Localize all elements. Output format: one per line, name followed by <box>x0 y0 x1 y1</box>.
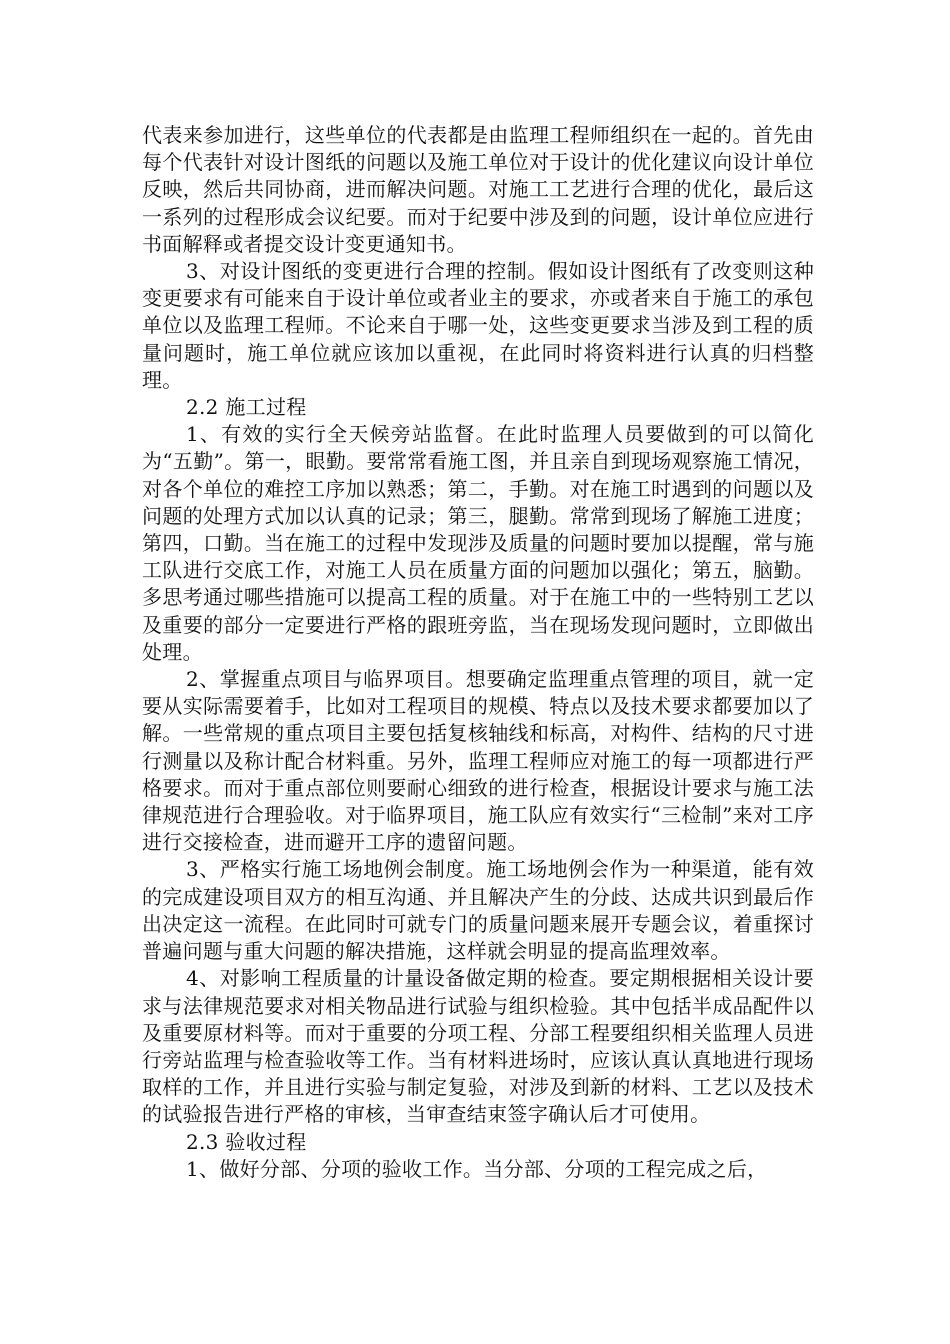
paragraph-full-time-supervision: 1、有效的实行全天候旁站监督。在此时监理人员要做到的可以简化为“五勤”。第一，眼勤。要常常看施工图，并且亲自到现场观察施工情况，对各个单位的难控工序加以熟悉；第二，手勤。对在施工时遇到的问题以及问题的处理方式加以认真的记录；第三，腿勤。常常到现场了解施工进度；第四，口勤。当在施工的过程中发现涉及质量的问题时要加以提醒，常与施工队进行交底工作，对施工人员在质量方面的问题加以强化；第五，脑勤。多思考通过哪些措施可以提高工程的质量。对于在施工中的一些特别工艺以及重要的部分一定要进行严格的跟班旁监，当在现场发现问题时，立即做出处理。 <box>142 422 814 664</box>
section-heading-construction-process: 2.2 施工过程 <box>186 395 307 420</box>
paragraph-key-and-critical-items: 2、掌握重点项目与临界项目。想要确定监理重点管理的项目，就一定要从实际需要着手，比如对工程项目的规模、特点以及技术要求都要加以了解。一些常规的重点项目主要包括复核轴线和标高，对构件、结构的尺寸进行测量以及称计配合材料重。另外，监理工程师应对施工的每一项都进行严格要求。而对于重点部位则要耐心细致的进行检查，根据设计要求与施工法律规范进行合理验收。对于临界项目，施工队应有效实行“三检制”来对工序进行交接检查，进而避开工序的遗留问题。 <box>142 667 814 855</box>
paragraph-site-meeting-system: 3、严格实行施工场地例会制度。施工场地例会作为一种渠道，能有效的完成建设项目双方的相互沟通、并且解决产生的分歧、达成共识到最后作出决定这一流程。在此同时可就专门的质量问题来展开专题会议，着重探讨普遍问题与重大问题的解决措施，这样就会明显的提高监理效率。 <box>142 857 814 964</box>
section-heading-acceptance-process: 2.3 验收过程 <box>186 1129 307 1154</box>
document-body <box>142 122 814 1183</box>
paragraph-measuring-equipment-inspection: 4、对影响工程质量的计量设备做定期的检查。要定期根据相关设计要求与法律规范要求对相关物品进行试验与组织检验。其中包括半成品配件以及重要原材料等。而对于重要的分项工程、分部工程要组织相关监理人员进行旁站监理与检查验收等工作。当有材料进场时，应该认真认真地进行现场取样的工作，并且进行实验与制定复验，对涉及到新的材料、工艺以及技术的试验报告进行严格的审核，当审查结束签字确认后才可使用。 <box>142 966 814 1127</box>
paragraph-continuation: 代表来参加进行，这些单位的代表都是由监理工程师组织在一起的。首先由每个代表针对设计图纸的问题以及施工单位对于设计的优化建议向设计单位反映，然后共同协商，进而解决问题。对施工工艺进行合理的优化，最后这一系列的过程形成会议纪要。而对于纪要中涉及到的问题，设计单位应进行书面解释或者提交设计变更通知书。 <box>142 123 814 256</box>
paragraph-sub-item-acceptance: 1、做好分部、分项的验收工作。当分部、分项的工程完成之后， <box>186 1156 768 1181</box>
paragraph-drawing-change-control: 3、对设计图纸的变更进行合理的控制。假如设计图纸有了改变则这种变更要求有可能来自于设计单位或者业主的要求，亦或者来自于施工的承包单位以及监理工程师。不论来自于哪一处，这些变更要求当涉及到工程的质量问题时，施工单位就应该加以重视，在此同时将资料进行认真的归档整理。 <box>142 259 814 392</box>
